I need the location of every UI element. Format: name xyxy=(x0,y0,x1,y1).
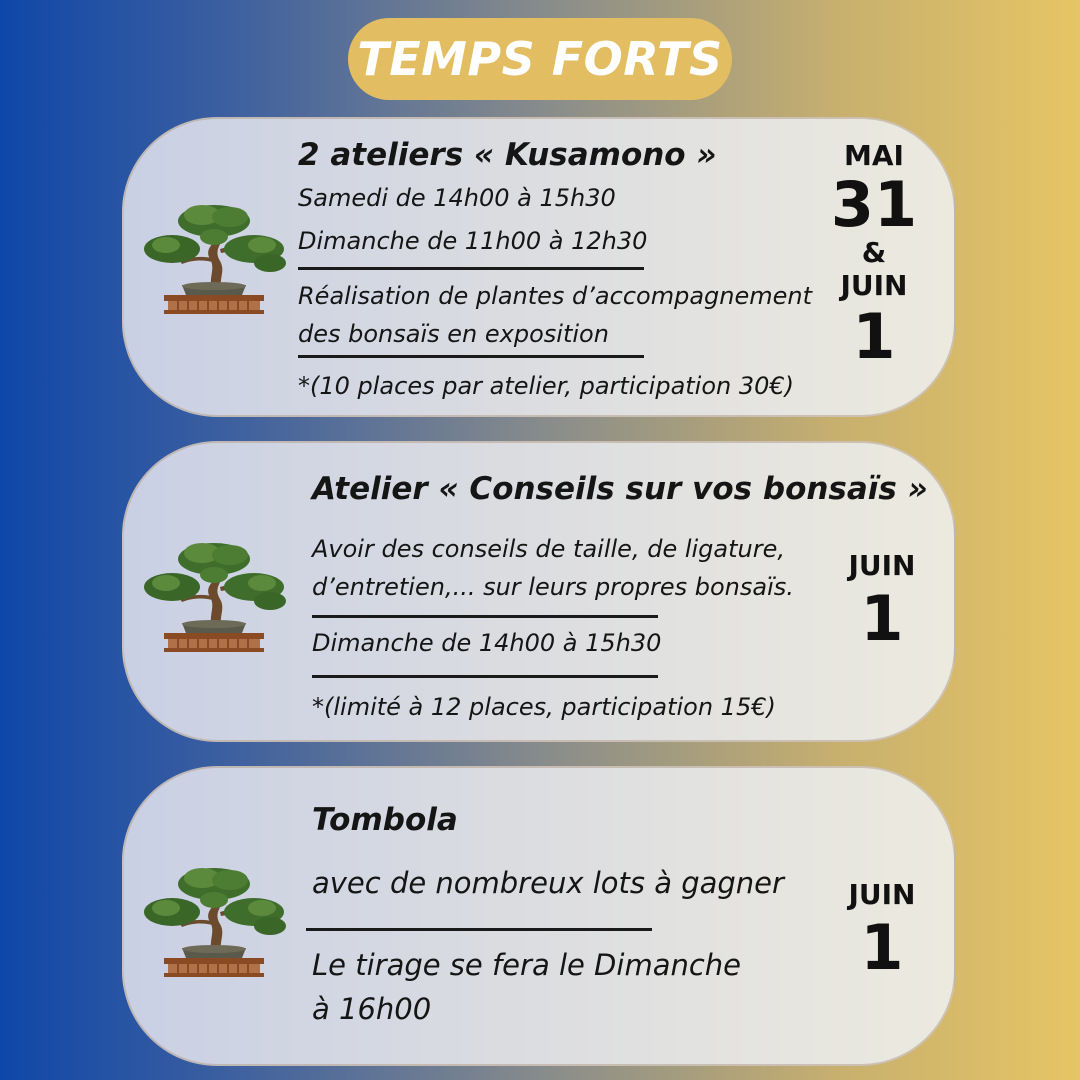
event-schedule-line: Dimanche de 11h00 à 12h30 xyxy=(298,227,648,255)
event-card-conseils xyxy=(122,441,956,742)
divider xyxy=(312,675,658,678)
bonsai-icon xyxy=(142,862,287,982)
date-day: 31 xyxy=(830,168,918,241)
event-note: *(limité à 12 places, participation 15€) xyxy=(312,693,776,721)
date-ampersand: & xyxy=(861,236,887,269)
date-month: MAI xyxy=(844,139,904,172)
date-day: 1 xyxy=(852,300,896,373)
date-month: JUIN xyxy=(848,549,916,582)
event-date xyxy=(822,549,942,655)
page-title: TEMPS FORTS xyxy=(357,32,723,86)
date-day: 1 xyxy=(860,582,904,655)
event-schedule-line: Le tirage se fera le Dimanche xyxy=(312,948,742,982)
event-heading: Atelier « Conseils sur vos bonsaïs » xyxy=(312,471,928,507)
divider xyxy=(298,355,644,358)
event-schedule-line: Samedi de 14h00 à 15h30 xyxy=(298,184,616,212)
event-note: *(10 places par atelier, participation 30€) xyxy=(298,372,795,400)
event-description: d’entretien,... sur leurs propres bonsaïs. xyxy=(312,573,794,601)
bonsai-icon xyxy=(142,537,287,657)
event-schedule-line: à 16h00 xyxy=(312,992,432,1026)
event-description: avec de nombreux lots à gagner xyxy=(312,866,784,900)
title-pill xyxy=(348,18,732,100)
bonsai-icon xyxy=(142,199,287,319)
event-description: Avoir des conseils de taille, de ligature, xyxy=(312,535,785,563)
event-date xyxy=(814,139,934,373)
event-heading: 2 ateliers « Kusamono » xyxy=(298,137,717,173)
divider xyxy=(298,267,644,270)
date-month: JUIN xyxy=(840,269,908,302)
divider xyxy=(306,928,652,931)
date-month: JUIN xyxy=(848,878,916,911)
event-schedule-line: Dimanche de 14h00 à 15h30 xyxy=(312,629,662,657)
event-heading: Tombola xyxy=(312,802,458,838)
date-day: 1 xyxy=(860,911,904,984)
event-date xyxy=(822,878,942,984)
divider xyxy=(312,615,658,618)
event-description: Réalisation de plantes d’accompagnement xyxy=(298,282,812,310)
event-description: des bonsaïs en exposition xyxy=(298,320,609,348)
event-card-tombola xyxy=(122,766,956,1066)
event-card-kusamono xyxy=(122,117,956,417)
